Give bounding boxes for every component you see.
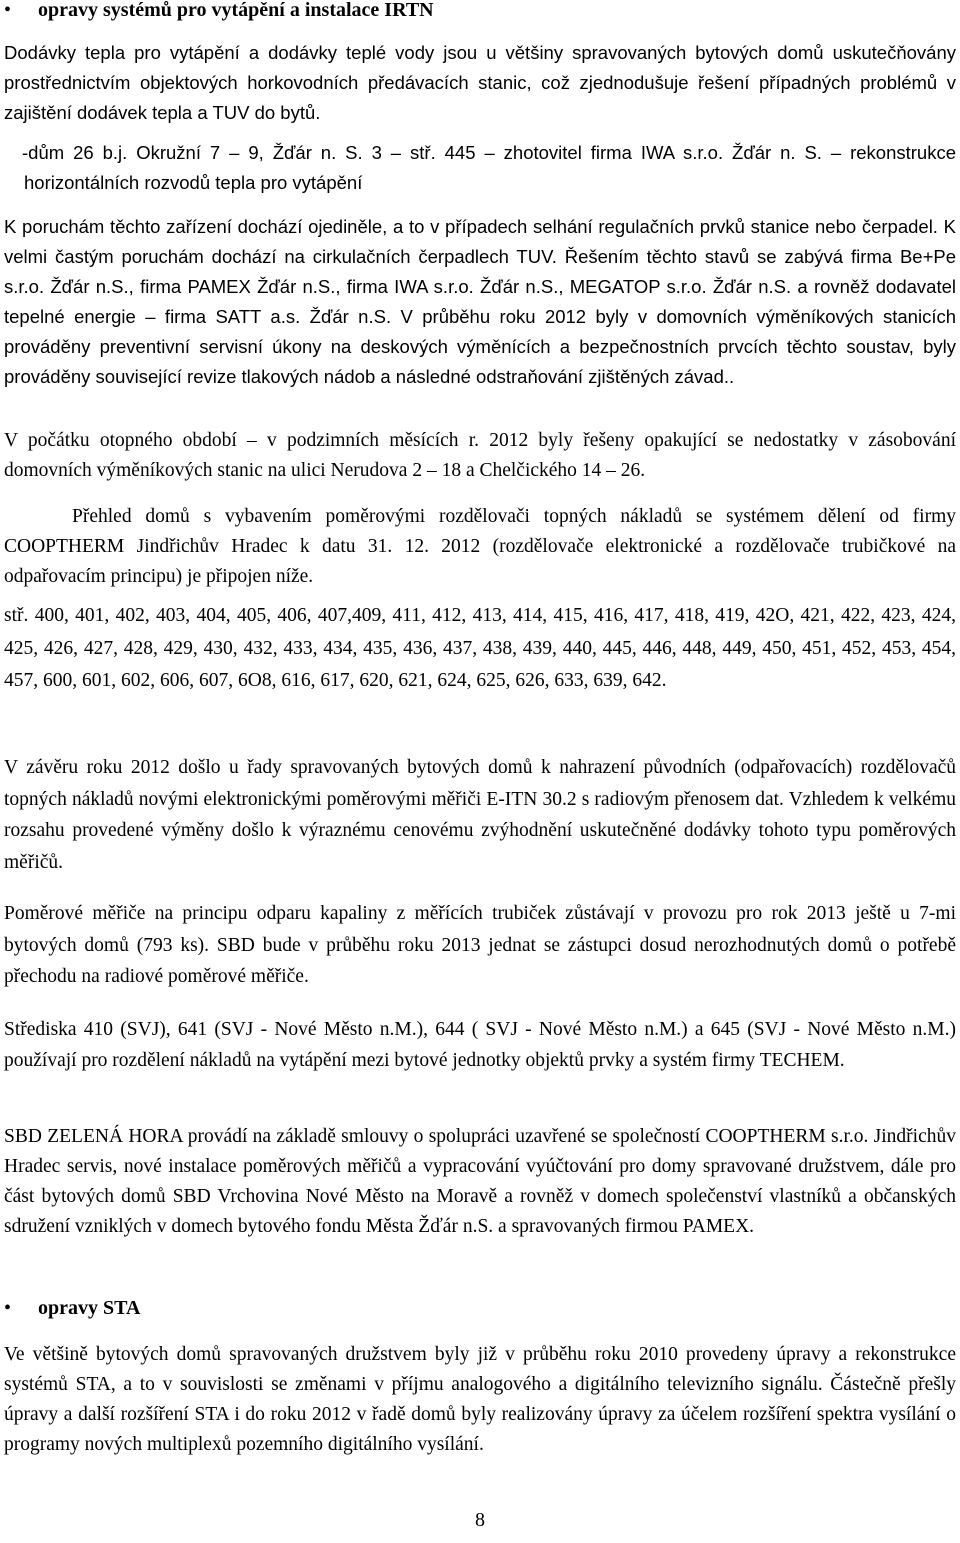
techem-paragraph: Střediska 410 (SVJ), 641 (SVJ - Nové Město n.M.), 644 ( SVJ - Nové Město n.M.) a 645 (SVJ - Nové Město n.M.) používají pro rozdělení nákladů na vytápění mezi bytové jednotky objektů prvky a systém firmy TECHEM. <box>4 1019 956 1071</box>
house-item: -dům 26 b.j. Okružní 7 – 9, Žďár n. S. 3 – stř. 445 – zhotovitel firma IWA s.r.o. Žďár n. S. – rekonstrukce horizontálních rozvodů tepla pro vytápění <box>22 142 956 193</box>
intro-paragraph: Dodávky tepla pro vytápění a dodávky teplé vody jsou u většiny spravovaných bytových domů uskutečňovány prostřednictvím objektových horkovodních předávacích stanic, což zjednodušuje řešení případných problémů v zajištění dodávek tepla a TUV do bytů. <box>4 42 956 123</box>
page-number: 8 <box>475 1509 485 1531</box>
failures-text: K poruchám těchto zařízení dochází ojediněle, a to v případech selhání regulačních prvků stanice nebo čerpadel. K velmi častým poruchám dochází na cirkulačních čerpadlech TUV. Řešením těchto stavů se zabývá firma Be+Pe s.r.o. Žďár n.S., firma PAMEX Žďár n.S., firma IWA s.r.o. Žďár n.S., MEGATOP s.r.o. Žďár n.S. a rovněž dodavatel tepelné energie – firma SATT a.s. Žďár n.S. V průběhu roku 2012 byly v domovních výměníkových stanicích prováděny preventivní servisní úkony na deskových výměnících a bezpečnostních prvcích těchto soustav, byly prováděny související revize tlakových nádob a následné odstraňování zjištěných závad.. <box>4 216 956 387</box>
overview-paragraph: Přehled domů s vybavením poměrovými rozdělovači topných nákladů se systémem dělení od firmy COOPTHERM Jindřichův Hradec k datu 31. 12. 2012 (rozdělovače elektronické a rozdělovače trubičkové na odpařovacím principu) je připojen níže. <box>4 506 956 587</box>
end-of-year-paragraph: V závěru roku 2012 došlo u řady spravovaných bytových domů k nahrazení původních (odpařovacích) rozdělovačů topných nákladů novými elektronickými poměrovými měřiči E-ITN 30.2 s radiovým přenosem dat. Vzhledem k velkému rozsahu provedené výměny došlo k výraznému cenovému zvýhodnění uskutečněné dodávky tohoto typu poměrových měřičů. <box>4 757 956 873</box>
sta-paragraph: Ve většině bytových domů spravovaných družstvem byly již v průběhu roku 2010 provedeny úpravy a rekonstrukce systémů STA, a to v souvislosti se změnami v příjmu analogového a digitálního televizního signálu. Částečně přešly úpravy a další rozšíření STA i do roku 2012 v řadě domů byly realizovány úpravy za účelem rozšíření spektra vysílání o programy nových multiplexů pozemního digitálního vysílání. <box>4 1344 956 1455</box>
heating-season-paragraph: V počátku otopného období – v podzimních měsících r. 2012 byly řešeny opakující se nedostatky v zásobování domovních výměníkových stanic na ulici Nerudova 2 – 18 a Chelčického 14 – 26. <box>4 430 956 481</box>
failures-paragraph <box>4 212 956 392</box>
section-title: opravy STA <box>38 1297 141 1319</box>
bullet-icon: • <box>4 1297 12 1319</box>
bullet-icon: • <box>4 0 12 21</box>
evaporation-meters-paragraph: Poměrové měřiče na principu odparu kapaliny z měřících trubiček zůstávají v provozu pro rok 2013 ještě u 7-mi bytových domů (793 ks). SBD bude v průběhu roku 2013 jednat se zástupci dosud nerozhodnutých domů o potřebě přechodu na radiové poměrové měřiče. <box>4 903 956 987</box>
zelena-hora-paragraph: SBD ZELENÁ HORA provádí na základě smlouvy o spolupráci uzavřené se společností COOPTHERM s.r.o. Jindřichův Hradec servis, nové instalace poměrových měřičů a vypracování vyúčtování pro domy spravované družstvem, dále pro část bytových domů SBD Vrchovina Nové Město na Moravě a rovněž v domech společenství vlastníků a občanských sdružení vzniklých v domech bytového fondu Města Žďár n.S. a spravovaných firmou PAMEX. <box>4 1126 956 1237</box>
section-title: opravy systémů pro vytápění a instalace IRTN <box>38 0 434 21</box>
centres-list: stř. 400, 401, 402, 403, 404, 405, 406, 407,409, 411, 412, 413, 414, 415, 416, 417, 418, 419, 42O, 421, 422, 423, 424, 425, 426, 427, 428, 429, 430, 432, 433, 434, 435, 436, 437, 438, 439, 440, 445, 446, 448, 449, 450, 451, 452, 453, 454, 457, 600, 601, 602, 606, 607, 6O8, 616, 617, 620, 621, 624, 625, 626, 633, 639, 642. <box>4 605 956 691</box>
